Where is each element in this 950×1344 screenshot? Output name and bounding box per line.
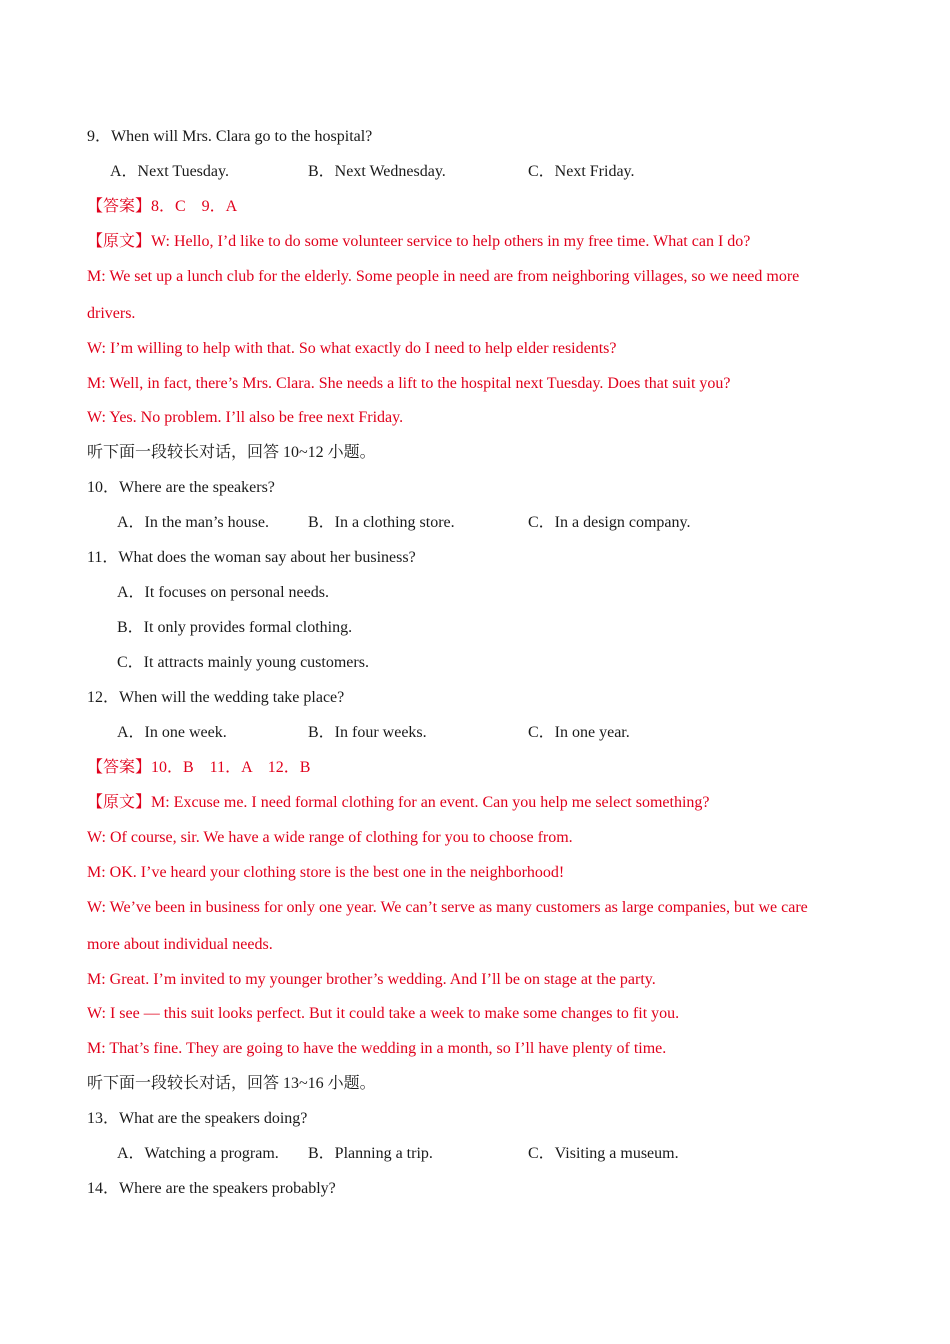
- q10-option-b: B．In a clothing store.: [308, 514, 455, 531]
- transcript-2-line: M: OK. I’ve heard your clothing store is the best one in the neighborhood!: [87, 864, 565, 881]
- q12-option-b: B．In four weeks.: [308, 724, 427, 741]
- question-11: 11．What does the woman say about her business?: [87, 549, 416, 566]
- transcript-1-line: drivers.: [87, 305, 136, 322]
- transcript-2-line: W: Of course, sir. We have a wide range of clothing for you to choose from.: [87, 829, 573, 846]
- q12-option-a: A．In one week.: [117, 724, 227, 741]
- q13-option-c: C．Visiting a museum.: [528, 1145, 679, 1162]
- q11-option-c: C．It attracts mainly young customers.: [117, 654, 369, 671]
- transcript-2-line: W: We’ve been in business for only one year. We can’t serve as many customers as large companies, but we care: [87, 899, 808, 916]
- q11-option-a: A．It focuses on personal needs.: [117, 584, 329, 601]
- transcript-2-line: 【原文】M: Excuse me. I need formal clothing for an event. Can you help me select something?: [87, 794, 710, 811]
- transcript-2-line: more about individual needs.: [87, 936, 273, 953]
- question-9: 9．When will Mrs. Clara go to the hospital?: [87, 128, 373, 145]
- transcript-1-line: 【原文】W: Hello, I’d like to do some volunteer service to help others in my free time. What can I do?: [87, 233, 751, 250]
- answer-10-12: 【答案】10．B 11．A 12．B: [87, 759, 311, 776]
- q10-option-c: C．In a design company.: [528, 514, 691, 531]
- transcript-1-line: M: We set up a lunch club for the elderly. Some people in need are from neighboring villages, so we need more: [87, 268, 800, 285]
- q9-option-b: B．Next Wednesday.: [308, 163, 446, 180]
- question-10: 10．Where are the speakers?: [87, 479, 275, 496]
- transcript-1-line: W: I’m willing to help with that. So what exactly do I need to help elder residents?: [87, 340, 617, 357]
- question-14: 14．Where are the speakers probably?: [87, 1180, 336, 1197]
- q9-option-a: A．Next Tuesday.: [110, 163, 229, 180]
- instruction-10-12: 听下面一段较长对话，回答 10~12 小题。: [87, 444, 376, 461]
- q13-option-a: A．Watching a program.: [117, 1145, 279, 1162]
- transcript-1-line: M: Well, in fact, there’s Mrs. Clara. She needs a lift to the hospital next Tuesday. Does that suit you?: [87, 375, 731, 392]
- question-13: 13．What are the speakers doing?: [87, 1110, 308, 1127]
- transcript-1-line: W: Yes. No problem. I’ll also be free next Friday.: [87, 409, 404, 426]
- q10-option-a: A．In the man’s house.: [117, 514, 269, 531]
- q13-option-b: B．Planning a trip.: [308, 1145, 433, 1162]
- instruction-13-16: 听下面一段较长对话，回答 13~16 小题。: [87, 1075, 376, 1092]
- q12-option-c: C．In one year.: [528, 724, 630, 741]
- q11-option-b: B．It only provides formal clothing.: [117, 619, 353, 636]
- transcript-2-line: W: I see — this suit looks perfect. But it could take a week to make some changes to fit you.: [87, 1005, 680, 1022]
- question-12: 12．When will the wedding take place?: [87, 689, 345, 706]
- answer-8-9: 【答案】8．C 9．A: [87, 198, 238, 215]
- transcript-2-line: M: Great. I’m invited to my younger brother’s wedding. And I’ll be on stage at the party.: [87, 971, 656, 988]
- q9-option-c: C．Next Friday.: [528, 163, 635, 180]
- transcript-2-line: M: That’s fine. They are going to have the wedding in a month, so I’ll have plenty of time.: [87, 1040, 667, 1057]
